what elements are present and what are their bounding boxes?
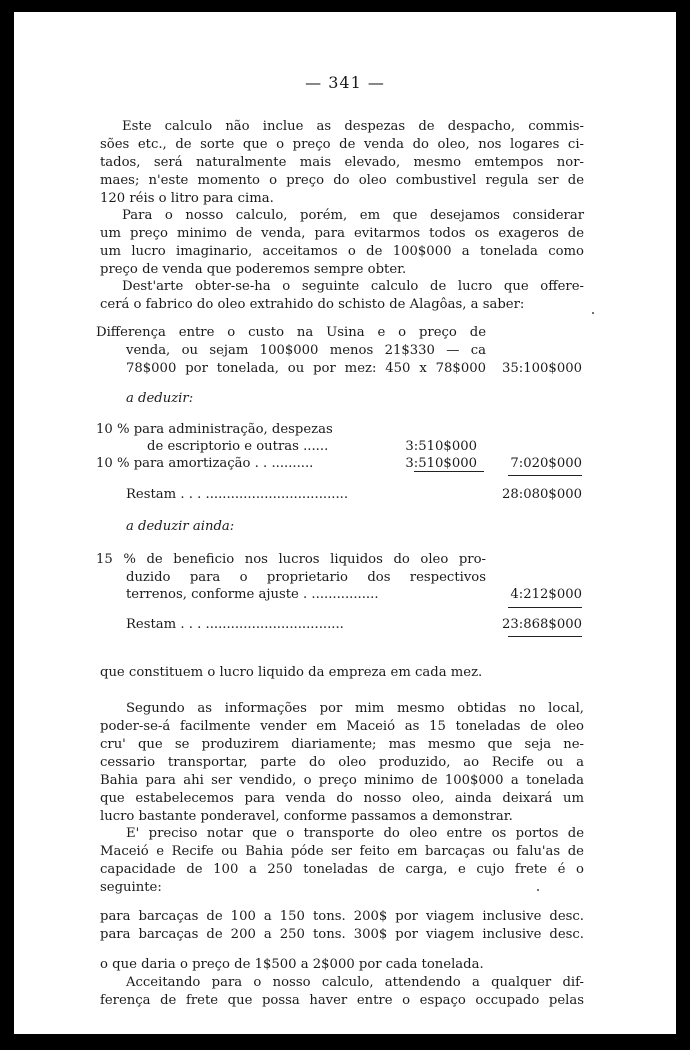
text-line: cru' que se produzirem diariamente; mas mesmo que seja ne- (100, 737, 584, 752)
page-number: — 341 — (305, 73, 385, 92)
text-line: sões etc., de sorte que o preço de venda do oleo, nos logares ci- (100, 137, 584, 152)
calc-line: 78$000 por tonelada, ou por mez: 450 x 78$000 (126, 361, 486, 376)
calc-amount: 35:100$000 (502, 361, 582, 376)
scan-speck (537, 889, 539, 891)
text-line: cessario transportar, parte do oleo produzido, ao Recife ou a (100, 755, 584, 770)
restam-line: Restam . . . .................................. (126, 487, 349, 502)
text-line: um preço minimo de venda, para evitarmos todos os exageros de (100, 226, 584, 241)
text-line: Dest'arte obter-se-ha o seguinte calculo de lucro que offere- (122, 279, 584, 294)
calc-amount: 23:868$000 (502, 617, 582, 632)
text-line: para barcaças de 100 a 150 tons. 200$ por viagem inclusive desc. (100, 909, 584, 924)
text-line: tados, será naturalmente mais elevado, mesmo emtempos nor- (100, 155, 584, 170)
calc-line: Differença entre o custo na Usina e o preço de (96, 325, 486, 340)
text-line: maes; n'este momento o preço do oleo combustivel regula ser de (100, 173, 584, 188)
calc-line: de escriptorio e outras ...... (147, 439, 329, 454)
text-line: preço de venda que poderemos sempre obter. (100, 262, 407, 277)
text-line: Este calculo não inclue as despezas de despacho, commis- (122, 119, 584, 134)
document-page (14, 12, 676, 1034)
scan-speck (592, 312, 594, 314)
text-line: 120 réis o litro para cima. (100, 191, 274, 206)
text-line: seguinte: (100, 880, 162, 895)
restam-line: Restam . . . ................................. (126, 617, 344, 632)
text-line: para barcaças de 200 a 250 tons. 300$ por viagem inclusive desc. (100, 927, 584, 942)
text-line: que constituem o lucro liquido da empreza em cada mez. (100, 665, 483, 680)
sum-rule (508, 636, 582, 637)
text-line: Segundo as informações por mim mesmo obtidas no local, (126, 701, 584, 716)
sum-rule (508, 607, 582, 608)
calc-line: 10 % para amortização . . .......... (96, 456, 314, 471)
calc-amount: 3:510$000 (405, 456, 477, 471)
text-line: poder-se-á facilmente vender em Maceió as 15 toneladas de oleo (100, 719, 584, 734)
calc-amount: 28:080$000 (502, 487, 582, 502)
calc-line: venda, ou sejam 100$000 menos 21$330 — ca (126, 343, 486, 358)
text-line: capacidade de 100 a 250 toneladas de carga, e cujo frete é o (100, 862, 584, 877)
calc-line: duzido para o proprietario dos respectivos (126, 570, 486, 585)
deduct-label: a deduzir: (126, 391, 194, 406)
text-line: Para o nosso calculo, porém, em que desejamos considerar (122, 208, 584, 223)
text-line: E' preciso notar que o transporte do oleo entre os portos de (126, 826, 584, 841)
calc-line: 15 % de beneficio nos lucros liquidos do oleo pro- (96, 552, 486, 567)
text-line: que estabelecemos para venda do nosso oleo, ainda deixará um (100, 791, 584, 806)
text-line: o que daria o preço de 1$500 a 2$000 por cada tonelada. (100, 957, 484, 972)
sum-rule (508, 475, 582, 476)
calc-amount: 7:020$000 (510, 456, 582, 471)
text-line: cerá o fabrico do oleo extrahido do schisto de Alagôas, a saber: (100, 297, 525, 312)
text-line: Maceió e Recife ou Bahia póde ser feito em barcaças ou falu'as de (100, 844, 584, 859)
text-line: um lucro imaginario, acceitamos o de 100$000 a tonelada como (100, 244, 584, 259)
calc-amount: 4:212$000 (510, 587, 582, 602)
deduct-label: a deduzir ainda: (126, 519, 235, 534)
calc-amount: 3:510$000 (405, 439, 477, 454)
text-line: Acceitando para o nosso calculo, attendendo a qualquer dif- (126, 975, 584, 990)
calc-line: 10 % para administração, despezas (96, 422, 333, 437)
text-line: lucro bastante ponderavel, conforme passamos a demonstrar. (100, 809, 513, 824)
text-line: Bahia para ahi ser vendido, o preço minimo de 100$000 a tonelada (100, 773, 584, 788)
sum-rule (414, 471, 484, 472)
text-line: ferença de frete que possa haver entre o espaço occupado pelas (100, 993, 584, 1008)
calc-line: terrenos, conforme ajuste . ................ (126, 587, 379, 602)
